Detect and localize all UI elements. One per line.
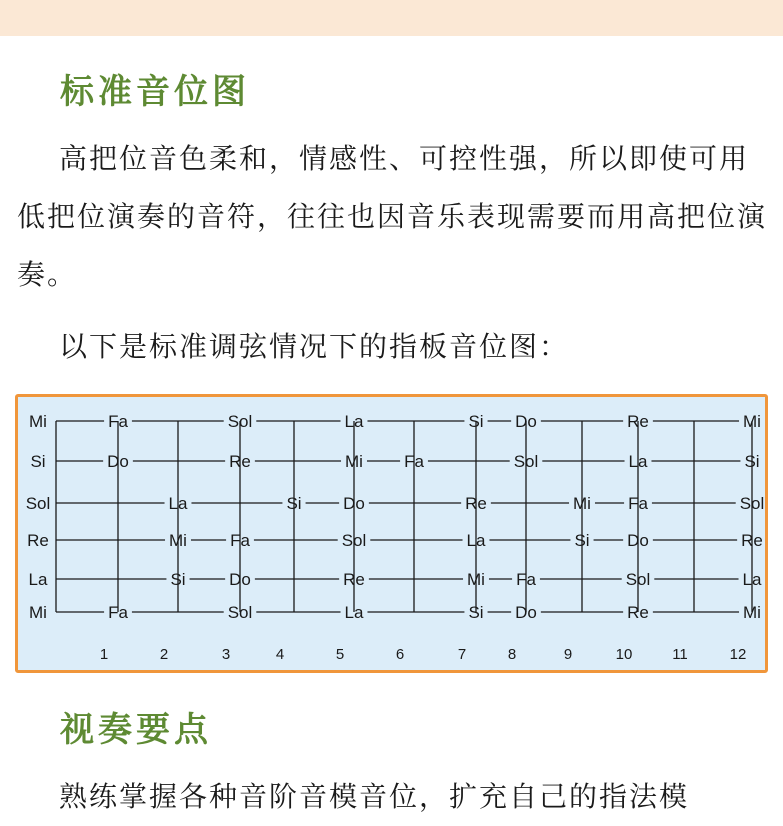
fret-number: 6 <box>395 646 405 663</box>
open-note-label: Si <box>30 452 46 471</box>
note-label: La <box>344 412 364 431</box>
fret-number: 4 <box>275 646 285 663</box>
note-label: Mi <box>743 603 761 622</box>
note-label: La <box>466 531 486 550</box>
section-title-sight-reading: 视奏要点 <box>60 710 212 750</box>
note-label: Re <box>229 452 251 471</box>
top-color-band <box>0 0 783 36</box>
fret-number: 5 <box>335 646 345 663</box>
note-label: Mi <box>573 494 591 513</box>
open-note-label: Sol <box>25 494 51 513</box>
note-label: Si <box>574 531 590 550</box>
note-label: Si <box>468 603 484 622</box>
note-label: Do <box>627 531 649 550</box>
note-label: Re <box>465 494 487 513</box>
note-label: Mi <box>169 531 187 550</box>
note-label: Do <box>343 494 365 513</box>
note-label: La <box>742 570 762 589</box>
note-label: Si <box>468 412 484 431</box>
open-note-label: La <box>28 570 48 589</box>
note-label: Sol <box>625 570 651 589</box>
fretboard-svg <box>18 397 765 670</box>
note-label: Sol <box>227 412 253 431</box>
note-label: Si <box>286 494 302 513</box>
paragraph-high-position: 高把位音色柔和，情感性、可控性强，所以即使可用低把位演奏的音符，往往也因音乐表现需要而用高把位演奏。 <box>17 142 768 291</box>
paragraph-fretboard-intro: 以下是标准调弦情况下的指板音位图： <box>59 330 570 363</box>
note-label: Sol <box>227 603 253 622</box>
note-label: La <box>628 452 648 471</box>
note-label: Mi <box>743 412 761 431</box>
section-title-standard-fretboard: 标准音位图 <box>60 72 250 112</box>
open-note-label: Mi <box>29 412 47 431</box>
paragraph-sight-reading: 熟练掌握各种音阶音模音位，扩充自己的指法模 <box>59 780 690 813</box>
note-label: Fa <box>108 603 128 622</box>
note-label: Re <box>343 570 365 589</box>
note-label: Do <box>515 603 537 622</box>
note-label: Re <box>741 531 763 550</box>
note-label: Fa <box>516 570 536 589</box>
note-label: Re <box>627 603 649 622</box>
fret-number: 9 <box>563 646 573 663</box>
fret-number: 11 <box>672 646 688 663</box>
note-label: Fa <box>230 531 250 550</box>
fret-number: 2 <box>159 646 169 663</box>
open-note-label: Mi <box>29 603 47 622</box>
note-label: Sol <box>513 452 539 471</box>
note-label: Do <box>229 570 251 589</box>
open-note-label: Re <box>27 531 49 550</box>
note-label: Si <box>744 452 760 471</box>
note-label: Fa <box>108 412 128 431</box>
note-label: Sol <box>739 494 765 513</box>
note-label: Do <box>107 452 129 471</box>
note-label: Mi <box>345 452 363 471</box>
note-label: Si <box>170 570 186 589</box>
fret-number: 8 <box>507 646 517 663</box>
fret-number: 10 <box>615 646 633 663</box>
fret-number: 7 <box>457 646 467 663</box>
note-label: La <box>168 494 188 513</box>
fret-number: 12 <box>729 646 747 663</box>
fret-number: 3 <box>221 646 231 663</box>
note-label: Mi <box>467 570 485 589</box>
note-label: Do <box>515 412 537 431</box>
note-label: La <box>344 603 364 622</box>
fret-number: 1 <box>99 646 109 663</box>
note-label: Sol <box>341 531 367 550</box>
note-label: Fa <box>404 452 424 471</box>
note-label: Re <box>627 412 649 431</box>
fretboard-diagram <box>15 394 768 673</box>
note-label: Fa <box>628 494 648 513</box>
